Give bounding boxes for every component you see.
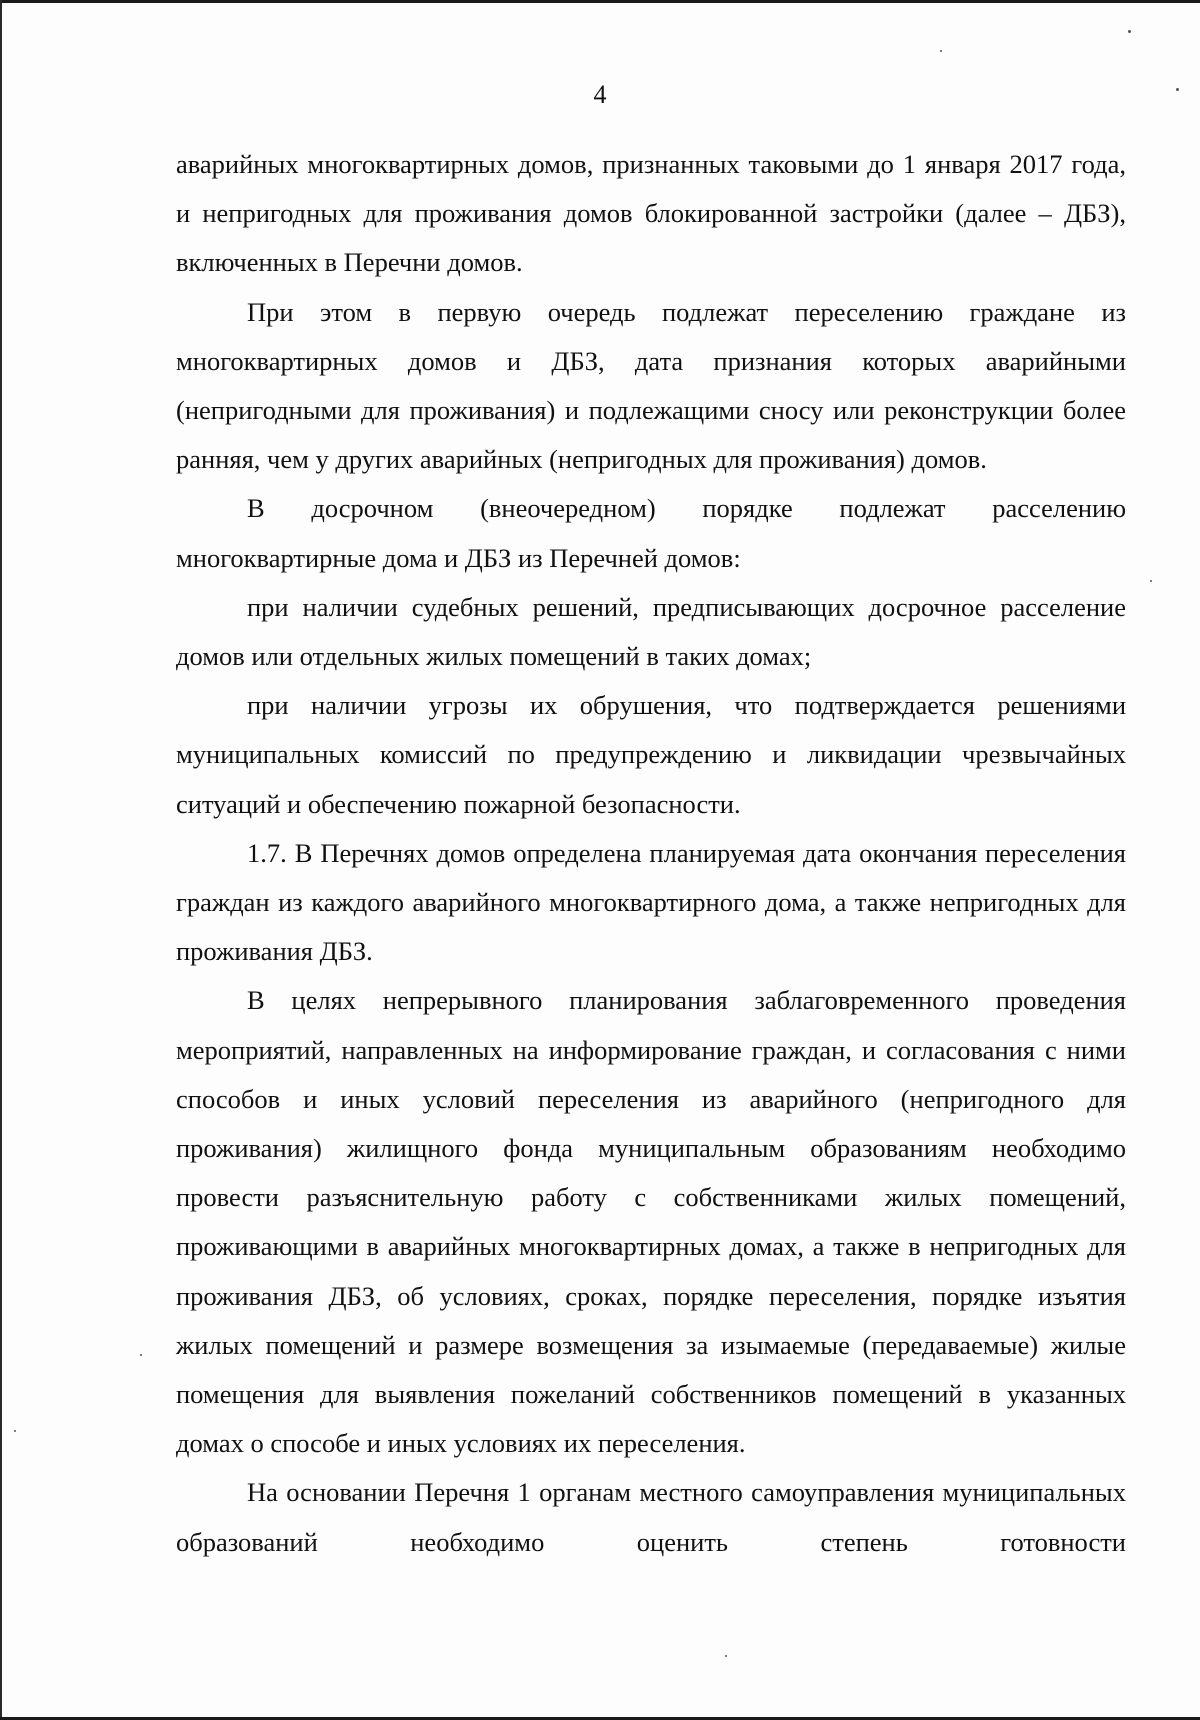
paragraph: 1.7. В Перечнях домов определена планируемая дата окончания переселения граждан из каждого аварийного многоквартирного дома, а также непригодных для проживания ДБЗ. bbox=[176, 837, 1126, 967]
paragraph: аварийных многоквартирных домов, признанных таковыми до 1 января 2017 года, и непригодных для проживания домов блокированной застройки (далее – ДБЗ), включенных в Перечни домов. bbox=[176, 149, 1126, 278]
paragraph: при наличии судебных решений, предписывающих досрочное расселение домов или отдельных жилых помещений в таких домах; bbox=[176, 591, 1126, 672]
scan-speck bbox=[940, 50, 942, 52]
paragraph: На основании Перечня 1 органам местного самоуправления муниципальных образований необходимо оценить степень готовности bbox=[176, 1477, 1126, 1557]
scan-top-edge bbox=[0, 0, 1200, 3]
paragraph: В целях непрерывного планирования заблаговременного проведения мероприятий, направленных на информирование граждан, и согласования с ними способов и иных условий переселения из аварийного (непригодного для проживания) жилищного фонда муниципальным образованиям необходимо провести разъяснительную работу с собственниками жилых помещений, проживающими в аварийных многоквартирных домах, а также в непригодных для проживания ДБЗ, об условиях, сроках, порядке переселения, порядке изъятия жилых помещений и размере возмещения за изымаемые (передаваемые) жилые помещения для выявления пожеланий собственников помещений в указанных домах о способе и иных условиях их переселения. bbox=[176, 985, 1126, 1459]
paragraph: В досрочном (внеочередном) порядке подлежат расселению многоквартирные дома и ДБЗ из Перечней домов: bbox=[176, 493, 1126, 573]
paragraph: при наличии угрозы их обрушения, что подтверждается решениями муниципальных комиссий по предупреждению и ликвидации чрезвычайных ситуаций и обеспечению пожарной безопасности. bbox=[176, 690, 1126, 819]
scan-speck bbox=[14, 1430, 16, 1432]
scan-speck bbox=[1128, 30, 1131, 33]
scan-speck bbox=[725, 1655, 727, 1657]
document-body bbox=[176, 140, 1126, 1567]
scan-left-edge bbox=[0, 0, 2, 1720]
scan-speck bbox=[1150, 580, 1152, 582]
page-number: 4 bbox=[593, 80, 607, 109]
scan-speck bbox=[140, 1354, 142, 1356]
paragraph: При этом в первую очередь подлежат переселению граждане из многоквартирных домов и ДБЗ, дата признания которых аварийными (непригодными для проживания) и подлежащими сносу или реконструкции более ранняя, чем у других аварийных (непригодных для проживания) домов. bbox=[176, 296, 1126, 475]
